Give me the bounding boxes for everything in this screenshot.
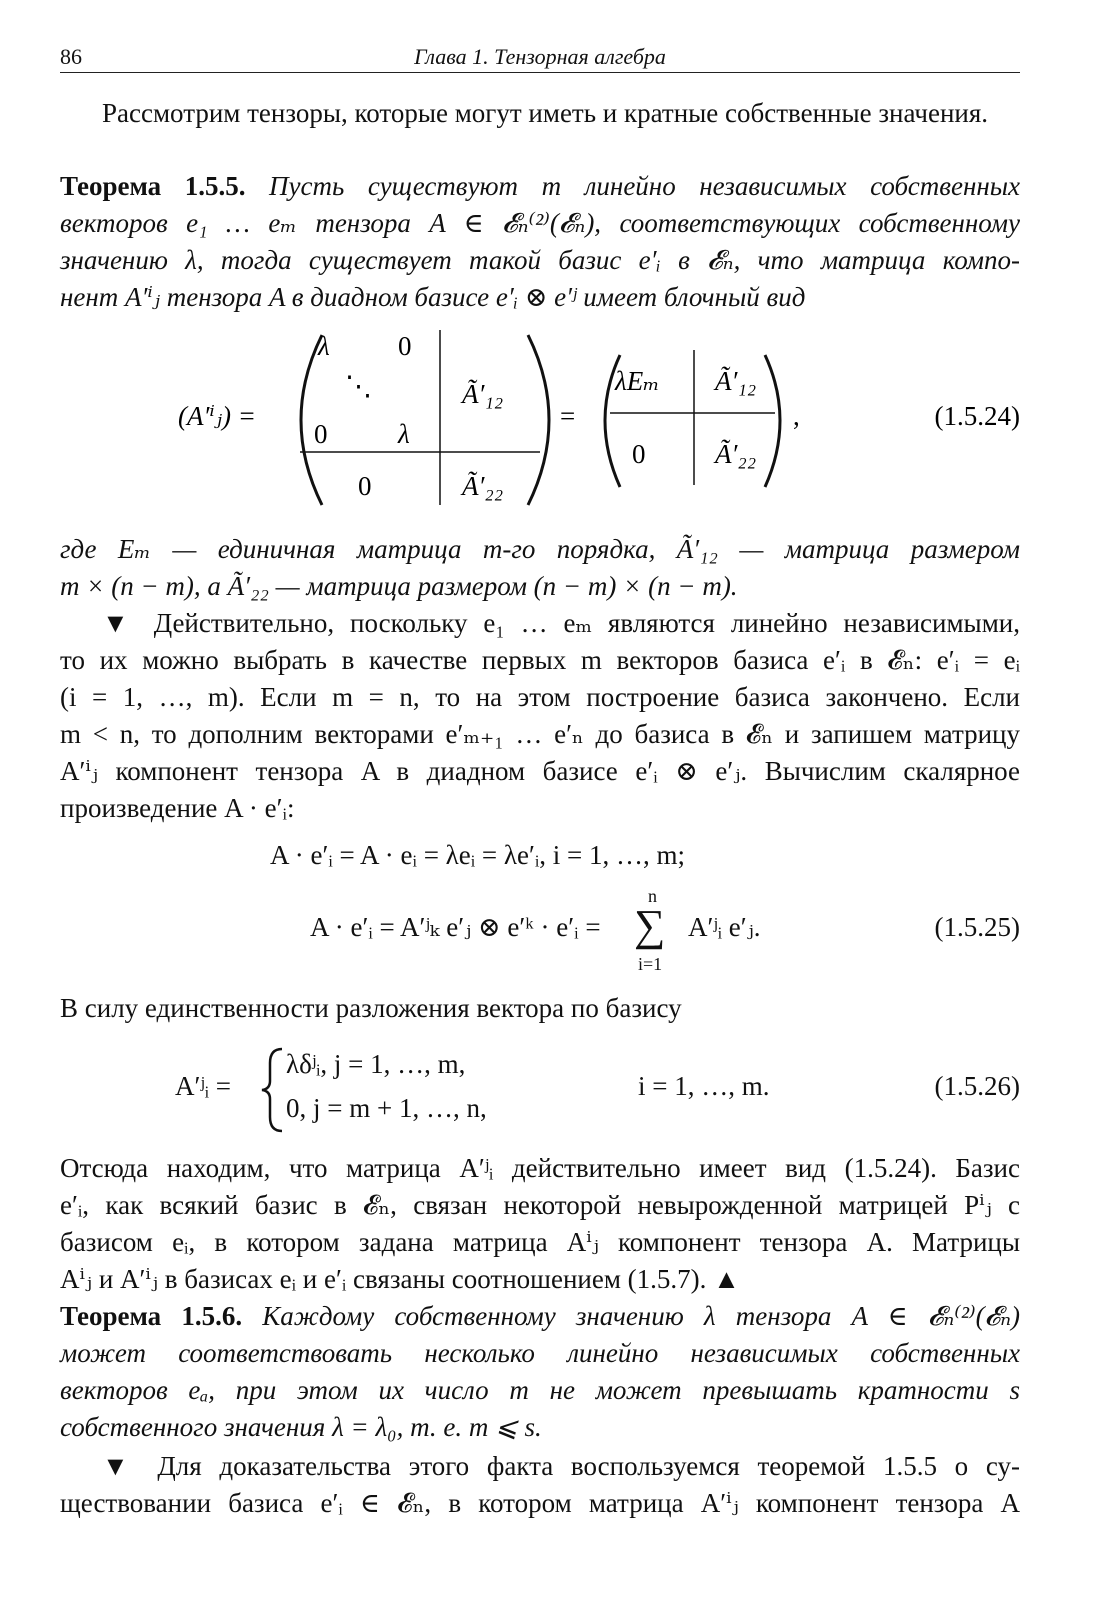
intro-paragraph: Рассмотрим тензоры, которые могут иметь и кратные собственные значения. bbox=[102, 98, 989, 128]
matrix-a12: Ã′₁₂ bbox=[462, 379, 504, 409]
after-line-4: Aⁱⱼ и A′ⁱⱼ в базисах eᵢ и e′ᵢ связаны соотношением (1.5.7). ▲ bbox=[60, 1264, 740, 1294]
matrix-zero-left: 0 bbox=[314, 419, 328, 449]
cases-brace bbox=[258, 1045, 288, 1135]
eq-equals: = bbox=[560, 401, 576, 431]
theorem-156-line-3: векторов eₐ, при этом их число m не может превышать кратности s bbox=[60, 1375, 1020, 1405]
case-2: 0, j = m + 1, …, n, bbox=[286, 1093, 487, 1123]
where-line-1: где Eₘ — единичная матрица m-го порядка, Ã′₁₂ — матрица размером bbox=[60, 534, 1020, 564]
right-paren bbox=[528, 335, 549, 505]
theorem-1-5-5 bbox=[60, 168, 1020, 316]
matrix-zero-top: 0 bbox=[398, 331, 412, 361]
after-line-3: базисом eᵢ, в котором задана матрица Aⁱⱼ компонент тензора A. Матрицы bbox=[60, 1227, 1020, 1257]
page bbox=[60, 0, 1020, 1600]
theorem-1-5-6 bbox=[60, 1298, 1020, 1446]
eq1525-lhs: A · e′ᵢ = A′ʲₖ e′ⱼ ⊗ e′ᵏ · e′ᵢ = bbox=[310, 912, 601, 942]
theorem-156-line-1: Каждому собственному значению λ тензора A ∈ 𝓔ₙ⁽²⁾(𝓔ₙ) bbox=[262, 1301, 1021, 1331]
matrix-lambda: λ bbox=[318, 331, 330, 361]
page-number: 86 bbox=[60, 44, 82, 69]
proof-line-5: A′ⁱⱼ компонент тензора A в диадном базисе e′ᵢ ⊗ e′ⱼ. Вычислим скалярное bbox=[60, 756, 1020, 786]
block-matrix-figure bbox=[60, 325, 1020, 515]
proof-line-3: (i = 1, …, m). Если m = n, то на этом построение базиса закончено. Если bbox=[60, 682, 1020, 712]
eq-lhs: (A′ⁱⱼ) = bbox=[178, 401, 256, 431]
sum-sign: ∑ bbox=[634, 901, 666, 950]
theorem-label: Теорема 1.5.5. bbox=[60, 171, 246, 201]
equation-1-5-25 bbox=[60, 886, 1020, 980]
equation-number: (1.5.24) bbox=[934, 401, 1020, 431]
running-title: Глава 1. Тензорная алгебра bbox=[414, 44, 666, 69]
matrix2-a12: Ã′₁₂ bbox=[715, 366, 757, 396]
uniqueness-line: В силу единственности разложения вектора по базису bbox=[60, 993, 682, 1023]
proof-paragraph-1 bbox=[60, 605, 1020, 827]
theorem-156-line-2: может соответствовать несколько линейно независимых собственных bbox=[60, 1338, 1020, 1368]
after-line-1: Отсюда находим, что матрица A′ʲᵢ действительно имеет вид (1.5.24). Базис bbox=[60, 1153, 1020, 1183]
equation-number-26: (1.5.26) bbox=[934, 1071, 1020, 1101]
matrix-a22: Ã′₂₂ bbox=[462, 471, 504, 501]
proof-line-4: m < n, то дополним векторами e′ₘ₊₁ … e′ₙ до базиса в 𝓔ₙ и запишем матрицу bbox=[60, 719, 1020, 749]
right-paren-2 bbox=[765, 355, 780, 487]
theorem-text-line-4: нент A′ⁱⱼ тензора A в диадном базисе e′ᵢ ⊗ e′ʲ имеет блочный вид bbox=[60, 282, 806, 312]
theorem-text-line-3: значению λ, тогда существует такой базис e′ᵢ в 𝓔ₙ, что матрица компо- bbox=[60, 245, 1020, 275]
theorem-text-line-2: векторов e₁ … eₘ тензора A ∈ 𝓔ₙ⁽²⁾(𝓔ₙ), соответствующих собственному bbox=[60, 208, 1020, 238]
matrix2-zero: 0 bbox=[632, 439, 646, 469]
after-paragraph bbox=[60, 1150, 1020, 1298]
theorem-text-line-1: Пусть существуют m линейно независимых собственных bbox=[269, 171, 1021, 201]
after-line-2: e′ᵢ, как всякий базис в 𝓔ₙ, связан некоторой невырожденной матрицей Pⁱⱼ с bbox=[60, 1190, 1020, 1220]
sum-lower: i=1 bbox=[638, 954, 663, 974]
matrix2-lambda-e: λEₘ bbox=[615, 366, 660, 396]
proof-line-6: произведение A · e′ᵢ: bbox=[60, 793, 295, 823]
theorem-156-line-4: собственного значения λ = λ₀, т. е. m ⩽ s. bbox=[60, 1412, 542, 1442]
proof-line-1: ▼ Действительно, поскольку e₁ … eₘ являются линейно независимыми, bbox=[102, 608, 1020, 638]
equation-number-25: (1.5.25) bbox=[934, 912, 1020, 942]
eq1526-range: i = 1, …, m. bbox=[638, 1071, 770, 1101]
sum-upper: n bbox=[648, 886, 657, 906]
where-line-2: m × (n − m), а Ã′₂₂ — матрица размером (n − m) × (n − m). bbox=[60, 571, 738, 601]
eq1526-lhs: A′ʲᵢ = bbox=[175, 1071, 231, 1101]
eq1525-rhs: A′ʲᵢ e′ⱼ. bbox=[688, 912, 761, 942]
equation-1-5-24 bbox=[60, 325, 1020, 515]
matrix2-a22: Ã′₂₂ bbox=[715, 439, 757, 469]
equation-1-5-26 bbox=[60, 1045, 1020, 1135]
matrix-zero-bottom: 0 bbox=[358, 471, 372, 501]
eq-comma: , bbox=[793, 401, 800, 431]
matrix-lambda-2: λ bbox=[398, 419, 410, 449]
equation-eigen: A · e′ᵢ = A · eᵢ = λeᵢ = λe′ᵢ, i = 1, …, m; bbox=[270, 840, 686, 870]
theorem-156-label: Теорема 1.5.6. bbox=[60, 1301, 243, 1331]
matrix-dots: ⋱ bbox=[345, 371, 372, 401]
running-header bbox=[60, 42, 1020, 73]
proof-paragraph-2 bbox=[60, 1448, 1020, 1522]
case-1: λδʲᵢ, j = 1, …, m, bbox=[286, 1049, 466, 1079]
proof-line-2: то их можно выбрать в качестве первых m векторов базиса e′ᵢ в 𝓔ₙ: e′ᵢ = eᵢ bbox=[60, 645, 1020, 675]
proof2-line-1: ▼ Для доказательства этого факта воспользуемся теоремой 1.5.5 о су- bbox=[102, 1451, 1020, 1481]
proof2-line-2: ществовании базиса e′ᵢ ∈ 𝓔ₙ, в котором матрица A′ⁱⱼ компонент тензора A bbox=[60, 1488, 1020, 1518]
